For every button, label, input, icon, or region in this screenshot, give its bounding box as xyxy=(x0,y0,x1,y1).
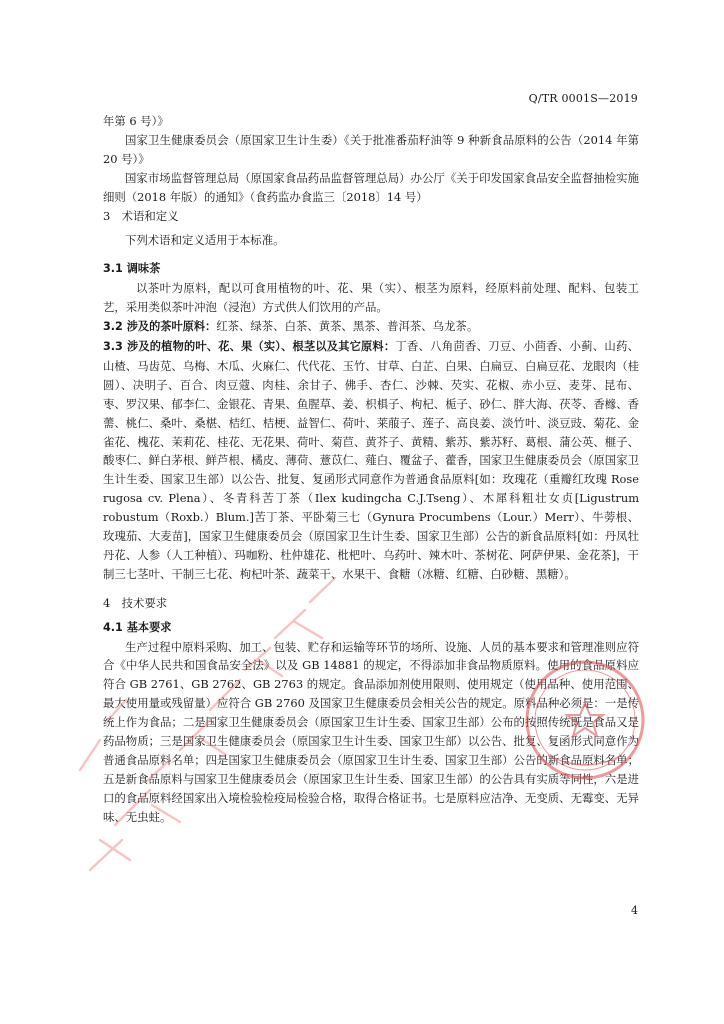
subsection-heading: 4.1 基本要求 xyxy=(103,620,172,634)
section-heading: 4 技术要求 xyxy=(103,595,168,610)
reference-item: 国家市场监督管理总局（原国家食品药品监督管理总局）办公厅《关于印发国家食品安全监督抽检实施细则（2018 年版）的通知》（食药监办食监三〔2018〕14 号） xyxy=(103,170,639,204)
page-number: 4 xyxy=(631,904,638,917)
reference-continuation: 年第 6 号）》 xyxy=(103,114,169,128)
standard-code-header: Q/TR 0001S—2019 xyxy=(528,92,638,105)
definition-paragraph: 以茶叶为原料，配以可食用植物的叶、花、果（实）、根茎为原料，经原料前处理、配料、包装工艺，采用类似茶叶冲泡（浸泡）方式供人们饮用的产品。 xyxy=(103,281,639,315)
tea-materials-list: 红茶、绿茶、白茶、黄茶、黑茶、普洱茶、乌龙茶。 xyxy=(216,319,479,334)
subsection-heading: 3.3 涉及的植物的叶、花、果（实）、根茎以及其它原料： xyxy=(103,339,396,353)
reference-item: 国家卫生健康委员会（原国家卫生计生委）《关于批准番茄籽油等 9 种新食品原料的公告（2014 年第 20 号）》 xyxy=(103,132,639,166)
plant-materials-paragraph xyxy=(103,337,639,584)
tea-materials-paragraph xyxy=(103,317,639,337)
document-body xyxy=(103,112,639,827)
requirements-paragraph: 生产过程中原料采购、加工、包装、贮存和运输等环节的场所、设施、人员的基本要求和管理准则应符合《中华人民共和国食品安全法》以及 GB 14881 的规定，不得添加非食品物质原料。使用的食品原料应符合 GB 2761、GB 2762、GB 2763 的规定。食品添加剂使用限则、使用规定（使用品种、使用范围、最大使用量或残留量）应符合 GB 2760 及国家卫生健康委员会相关公告的规定。原料品种必须是：一是传统上作为食品；二是国家卫生健康委员会（原国家卫生计生委、国家卫生部）公布的按照传统既是食品又是药品物质；三是国家卫生健康委员会（原国家卫生计生委、国家卫生部）以公告、批复、复函形式同意作为普通食品原料名单；四是国家卫生健康委员会（原国家卫生计生委、国家卫生部）公告的新食品原料名单；五是新食品原料与国家卫生健康委员会（原国家卫生计生委、国家卫生部）的公告具有实质等同性，六是进口的食品原料经国家出入境检验检疫局检验合格，取得合格证书。七是原料应洁净、无变质、无霉变、无异味、无虫蛀。 xyxy=(103,639,639,824)
section-intro: 下列术语和定义适用于本标准。 xyxy=(125,233,285,248)
plant-materials-list: 丁香、八角茴香、刀豆、小茴香、小蓟、山药、山楂、马齿苋、乌梅、木瓜、火麻仁、代代花、玉竹、甘草、白芷、白果、白扁豆、白扁豆花、龙眼肉（桂圆）、决明子、百合、肉豆蔻、肉桂、余甘子、佛手、杏仁、沙棘、芡实、花椒、赤小豆、麦芽、昆布、枣、罗汉果、郁李仁、金银花、青果、鱼腥草、姜、枳椇子、枸杞、栀子、砂仁、胖大海、茯苓、香橼、香薷、桃仁、桑叶、桑椹、桔红、桔梗、益智仁、荷叶、莱菔子、莲子、高良姜、淡竹叶、淡豆豉、菊花、金雀花、槐花、茉莉花、桂花、无花果、荷叶、菊苣、黄芥子、黄精、紫苏、紫苏籽、葛根、蒲公英、榧子、酸枣仁、鲜白茅根、鲜芦根、橘皮、薄荷、薏苡仁、薤白、覆盆子、藿香，国家卫生健康委员会（原国家卫生计生委、国家卫生部）以公告、批复、复函形式同意作为普通食品原料[如：玫瑰花（重瓣红玫瑰 Rose rugosa cv. Plena）、冬青科苦丁茶（Ilex kudingcha C.J.Tseng）、木犀科粗壮女贞[Ligustrum robustum（Roxb.）Blum.]苦丁茶、平卧菊三七（Gynura Procumbens（Lour.）Merr）、牛蒡根、玫瑰茄、大麦苗]，国家卫生健康委员会（原国家卫生计生委、国家卫生部）公告的新食品原料[如：丹凤牡丹花、人参（人工种植）、玛咖粉、杜仲雄花、枇杷叶、乌药叶、辣木叶、茶树花、阿萨伊果、金花茶]，干制三七茎叶、干制三七花、枸杞叶茶、蔬菜干、水果干、食糖（冰糖、红糖、白砂糖、黑糖）。 xyxy=(103,338,639,581)
section-heading: 3 术语和定义 xyxy=(103,208,179,223)
subsection-heading: 3.1 调味茶 xyxy=(103,262,161,276)
subsection-heading: 3.2 涉及的茶叶原料： xyxy=(103,320,217,334)
